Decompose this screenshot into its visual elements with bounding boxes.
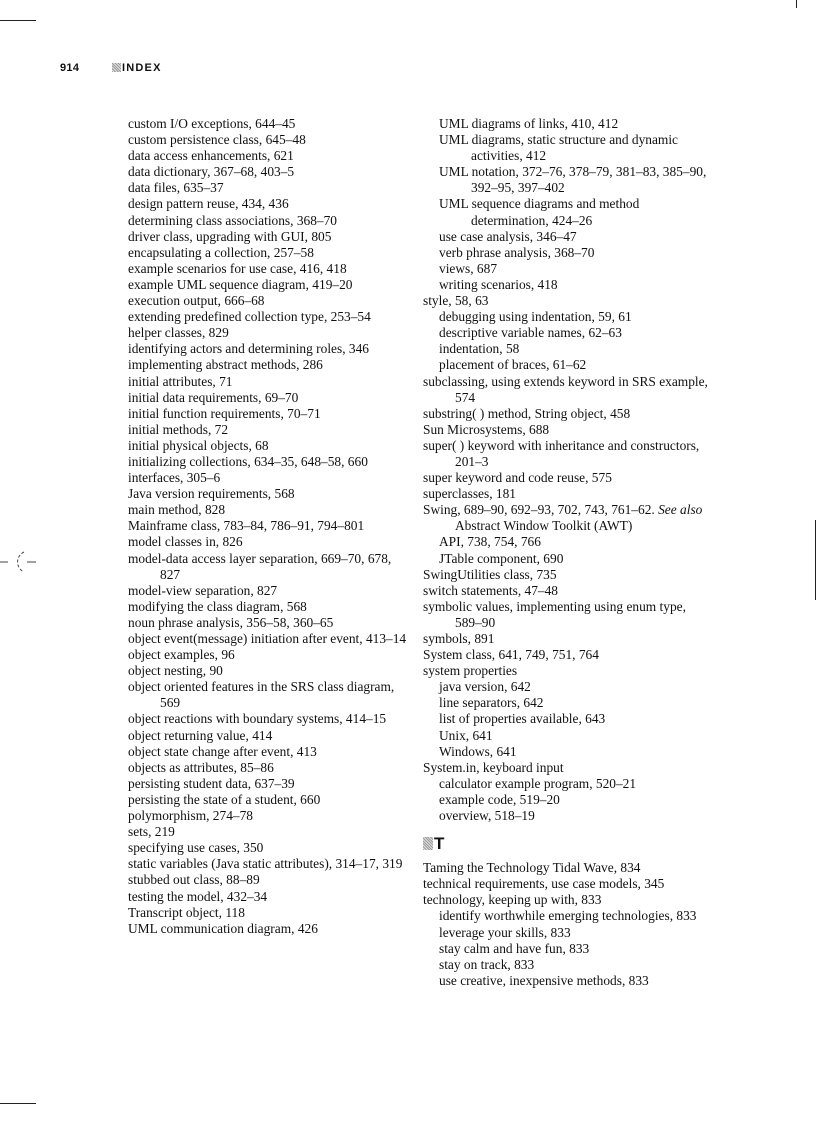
page-number: 914: [60, 62, 80, 74]
index-entry: [423, 293, 713, 309]
see-also-target[interactable]: Abstract Window Toolkit (AWT): [455, 518, 633, 534]
crop-mark-bottom-left: [0, 1103, 36, 1104]
index-entry-text: Windows, 641: [439, 743, 517, 759]
index-entry: [128, 502, 408, 518]
index-subentry: [423, 245, 713, 261]
index-entry: [423, 876, 713, 892]
index-entry: [128, 583, 408, 599]
letter-marker-icon: [423, 837, 433, 850]
index-subentry: [423, 695, 713, 711]
index-entry-text: model classes in, 826: [128, 534, 243, 550]
index-entry: [423, 470, 713, 486]
index-entry-text: leverage your skills, 833: [439, 924, 571, 940]
index-subentry: [423, 908, 713, 924]
index-entry-text: stay calm and have fun, 833: [439, 940, 590, 956]
index-subentry: [423, 808, 713, 824]
index-entry: [128, 760, 408, 776]
index-entry-text: Taming the Technology Tidal Wave, 834: [423, 860, 641, 876]
index-entry-text: object reactions with boundary systems, 414–15: [128, 711, 387, 727]
index-entry-text: switch statements, 47–48: [423, 582, 559, 598]
index-entry-text: Sun Microsystems, 688: [423, 421, 550, 437]
letter-heading-text: T: [434, 834, 445, 854]
index-entry: [128, 422, 408, 438]
section-marker-icon: [112, 63, 121, 72]
index-subentry: [423, 711, 713, 727]
index-entry-text: writing scenarios, 418: [439, 276, 558, 292]
index-entry-text: calculator example program, 520–21: [439, 775, 637, 791]
index-entry: [128, 889, 408, 905]
index-entry-text: polymorphism, 274–78: [128, 808, 253, 824]
index-subentry: [423, 534, 713, 550]
index-entry-text: encapsulating a collection, 257–58: [128, 244, 314, 260]
index-subentry: [423, 941, 713, 957]
index-entry-text: extending predefined collection type, 253–54: [128, 309, 371, 325]
index-entry-text: UML notation, 372–76, 378–79, 381–83, 385–90, 392–95, 397–402: [439, 164, 707, 196]
index-entry-text: initial physical objects, 68: [128, 437, 269, 453]
index-entry: [128, 728, 408, 744]
index-entry: [128, 454, 408, 470]
index-entry: [128, 277, 408, 293]
registration-mark-icon: [0, 545, 40, 579]
index-subentry: [423, 277, 713, 293]
index-entry-text: data access enhancements, 621: [128, 148, 294, 164]
index-subentry: [423, 229, 713, 245]
index-entry: [128, 213, 408, 229]
index-entry-text: technology, keeping up with, 833: [423, 892, 602, 908]
index-entry-text: modifying the class diagram, 568: [128, 598, 307, 614]
index-entry-text: use creative, inexpensive methods, 833: [439, 972, 649, 988]
index-entry-text: symbols, 891: [423, 631, 495, 646]
index-entry: [128, 921, 408, 937]
index-subentry: [423, 261, 713, 277]
index-entry-text: driver class, upgrading with GUI, 805: [128, 228, 332, 244]
index-entry-text: Mainframe class, 783–84, 786–91, 794–801: [128, 518, 365, 534]
index-entry-text: object returning value, 414: [128, 727, 273, 743]
crop-mark-right-top: [796, 0, 797, 8]
index-entry-text: sets, 219: [128, 824, 175, 840]
index-entry-text: Unix, 641: [439, 727, 493, 743]
index-entry-text: persisting student data, 637–39: [128, 775, 295, 791]
index-entry-text: verb phrase analysis, 368–70: [439, 244, 595, 260]
index-entry: [423, 567, 713, 583]
index-entry-text: data dictionary, 367–68, 403–5: [128, 164, 295, 180]
index-entry-text: java version, 642: [439, 679, 531, 695]
index-entry: [128, 486, 408, 502]
index-entry-text: object event(message) initiation after event, 413–14: [128, 631, 407, 646]
index-entry: [128, 164, 408, 180]
index-subentry: [423, 132, 713, 164]
index-entry-text: style, 58, 63: [423, 293, 489, 309]
index-entry-text: custom I/O exceptions, 644–45: [128, 116, 296, 131]
index-entry-text: System.in, keyboard input: [423, 759, 564, 775]
index-entry: [128, 679, 408, 711]
index-entry-text: initial function requirements, 70–71: [128, 405, 321, 421]
index-entry-text: object nesting, 90: [128, 663, 223, 679]
index-entry: [128, 180, 408, 196]
index-entry: [423, 422, 713, 438]
index-entry-text: design pattern reuse, 434, 436: [128, 196, 289, 212]
index-entry: [128, 776, 408, 792]
letter-heading: [423, 834, 713, 854]
index-entry-text: testing the model, 432–34: [128, 888, 268, 904]
index-entry: [128, 374, 408, 390]
index-entry-text: SwingUtilities class, 735: [423, 566, 557, 582]
running-header: [60, 62, 162, 74]
index-entry: [128, 325, 408, 341]
index-subentry: [423, 164, 713, 196]
index-entry-text: super( ) keyword with inheritance and constructors, 201–3: [423, 437, 700, 469]
index-entry: [128, 792, 408, 808]
see-also-label: See also: [658, 502, 703, 518]
index-entry-text: debugging using indentation, 59, 61: [439, 309, 632, 325]
index-entry-text: object state change after event, 413: [128, 743, 317, 759]
index-entry-text: persisting the state of a student, 660: [128, 791, 321, 807]
index-entry-text: implementing abstract methods, 286: [128, 357, 323, 373]
index-entry-text: static variables (Java static attributes), 314–17, 319: [128, 856, 403, 872]
index-entry-text: system properties: [423, 663, 518, 679]
index-entry: [128, 341, 408, 357]
index-entry: [423, 374, 713, 406]
index-entry-text: example UML sequence diagram, 419–20: [128, 276, 353, 292]
index-entry: [128, 357, 408, 373]
index-entry-text: Swing, 689–90, 692–93, 702, 743, 761–62.: [423, 502, 655, 518]
index-entry: [423, 486, 713, 502]
index-entry: [423, 760, 713, 776]
index-entry: [423, 892, 713, 908]
index-entry: [128, 551, 408, 583]
index-entries-s: [423, 116, 713, 824]
index-entry: [128, 824, 408, 840]
index-entry: [128, 856, 408, 872]
index-subentry: [423, 792, 713, 808]
index-entry: [128, 599, 408, 615]
index-entry-text: UML diagrams of links, 410, 412: [439, 116, 619, 131]
index-entry-text: object examples, 96: [128, 647, 235, 663]
index-entry-text: stay on track, 833: [439, 956, 535, 972]
index-subentry: [423, 551, 713, 567]
section-title: INDEX: [122, 62, 162, 74]
index-entry: [128, 711, 408, 727]
index-entry: [128, 808, 408, 824]
index-subentry: [423, 341, 713, 357]
index-subentry: [423, 925, 713, 941]
index-entry: [423, 406, 713, 422]
index-entry-text: execution output, 666–68: [128, 293, 265, 309]
index-subentry: [423, 776, 713, 792]
index-entry: [423, 860, 713, 876]
index-entry: [128, 872, 408, 888]
index-entry-text: objects as attributes, 85–86: [128, 759, 274, 775]
index-entry-text: substring( ) method, String object, 458: [423, 405, 631, 421]
index-entry-text: data files, 635–37: [128, 180, 224, 196]
index-entry: [128, 615, 408, 631]
index-entry: [423, 599, 713, 631]
index-subentry: [423, 196, 713, 228]
index-subentry: [423, 679, 713, 695]
index-entry: [128, 309, 408, 325]
index-entry-text: identifying actors and determining roles, 346: [128, 341, 369, 357]
index-entry-text: identify worthwhile emerging technologies, 833: [439, 908, 697, 924]
index-subentry: [423, 957, 713, 973]
index-entry-text: UML sequence diagrams and method determination, 424–26: [439, 196, 640, 228]
index-entry-text: super keyword and code reuse, 575: [423, 470, 612, 486]
index-entry-text: indentation, 58: [439, 341, 520, 357]
index-entry-text: technical requirements, use case models, 345: [423, 876, 665, 892]
index-entry-text: placement of braces, 61–62: [439, 357, 587, 373]
index-entry-text: object oriented features in the SRS class diagram, 569: [128, 679, 395, 711]
index-entry: [423, 583, 713, 599]
index-entry-text: use case analysis, 346–47: [439, 228, 577, 244]
index-entry: [128, 470, 408, 486]
index-subentry: [423, 309, 713, 325]
index-entry-text: UML communication diagram, 426: [128, 920, 318, 936]
index-entry: [128, 744, 408, 760]
index-entry: [128, 245, 408, 261]
index-subentry: [423, 728, 713, 744]
index-entry: [128, 438, 408, 454]
index-entry: [128, 518, 408, 534]
index-entry-text: initial attributes, 71: [128, 373, 233, 389]
index-subentry: [423, 325, 713, 341]
index-entry-text: specifying use cases, 350: [128, 840, 264, 856]
index-subentry: [423, 744, 713, 760]
index-column-right: [423, 116, 713, 989]
index-entry-text: model-view separation, 827: [128, 582, 278, 598]
index-entry-text: interfaces, 305–6: [128, 470, 221, 486]
index-entry-text: initial data requirements, 69–70: [128, 389, 299, 405]
index-entry-text: custom persistence class, 645–48: [128, 132, 306, 148]
index-column-left: [128, 116, 408, 937]
index-entry-text: System class, 641, 749, 751, 764: [423, 647, 599, 663]
index-entry: [128, 534, 408, 550]
index-entry-text: stubbed out class, 88–89: [128, 872, 260, 888]
index-entry-text: helper classes, 829: [128, 325, 229, 341]
index-entry: [128, 148, 408, 164]
crop-mark-top-left: [0, 20, 36, 21]
index-entry-text: noun phrase analysis, 356–58, 360–65: [128, 614, 334, 630]
index-entry-text: model-data access layer separation, 669–70, 678, 827: [128, 550, 392, 582]
index-entry-text: API, 738, 754, 766: [439, 534, 541, 550]
index-entry-text: example scenarios for use case, 416, 418: [128, 260, 347, 276]
index-entry: [423, 647, 713, 663]
index-entry: [128, 132, 408, 148]
index-entry-text: list of properties available, 643: [439, 711, 606, 727]
index-entry-text: main method, 828: [128, 502, 226, 518]
index-entry-text: JTable component, 690: [439, 550, 564, 566]
index-entry-text: views, 687: [439, 260, 498, 276]
index-entries-t: [423, 860, 713, 989]
index-entry: [423, 631, 713, 647]
index-entry: [128, 116, 408, 132]
index-entry: [128, 663, 408, 679]
index-entry-text: example code, 519–20: [439, 791, 560, 807]
index-entry: [423, 438, 713, 470]
index-entry: [128, 905, 408, 921]
index-entry-text: Java version requirements, 568: [128, 486, 295, 502]
index-entry-text: symbolic values, implementing using enum type, 589–90: [423, 598, 686, 630]
index-entry: [128, 196, 408, 212]
index-entry: [128, 390, 408, 406]
index-entry-text: Transcript object, 118: [128, 904, 245, 920]
index-entry: [128, 293, 408, 309]
index-entry: [128, 261, 408, 277]
index-entry-text: determining class associations, 368–70: [128, 212, 338, 228]
index-entry: [128, 229, 408, 245]
index-entry-text: superclasses, 181: [423, 486, 516, 502]
index-entry-text: subclassing, using extends keyword in SRS example, 574: [423, 373, 708, 405]
index-entry-text: line separators, 642: [439, 695, 544, 711]
index-entry-text: descriptive variable names, 62–63: [439, 325, 622, 341]
index-entry: [128, 406, 408, 422]
index-entry: [128, 647, 408, 663]
index-entry-text: overview, 518–19: [439, 808, 535, 824]
index-subentry: [423, 357, 713, 373]
index-subentry: [423, 973, 713, 989]
index-entry: [128, 840, 408, 856]
index-entry-text: initializing collections, 634–35, 648–58, 660: [128, 453, 368, 469]
index-entry-text: UML diagrams, static structure and dynamic activities, 412: [439, 132, 678, 164]
index-entry: [423, 502, 713, 534]
index-entry: [423, 663, 713, 679]
index-subentry: [423, 116, 713, 132]
index-entry: [128, 631, 408, 647]
index-entry-text: initial methods, 72: [128, 421, 229, 437]
